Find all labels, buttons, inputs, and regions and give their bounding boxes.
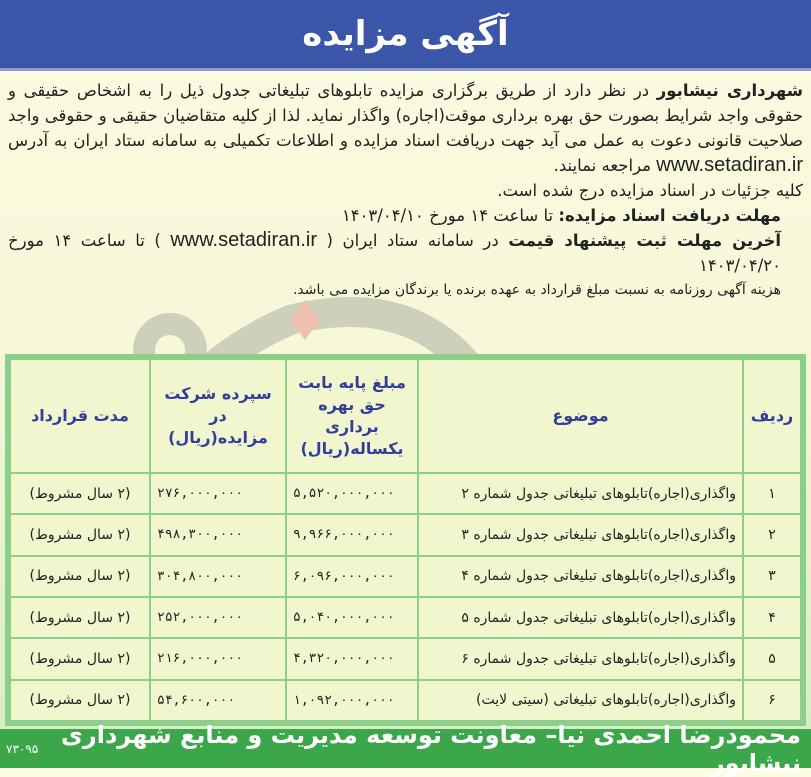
docs-deadline-label: مهلت دریافت اسناد مزایده: (558, 206, 781, 225)
docs-deadline (8, 203, 803, 228)
row-base-price: ۱,۰۹۲,۰۰۰,۰۰۰ (286, 680, 418, 721)
table-row (10, 597, 801, 638)
row-duration: (۲ سال مشروط) (10, 473, 150, 514)
auction-table (9, 358, 802, 722)
auction-table-wrapper (5, 354, 806, 726)
bid-deadline-value: ) تا ساعت ۱۴ مورخ ۱۴۰۳/۰۴/۲۰ (8, 231, 781, 275)
intro-text-end: مراجعه نمایند. (553, 156, 657, 175)
row-number: ۳ (743, 556, 801, 597)
header-duration: مدت قرارداد (10, 359, 150, 473)
row-base-price: ۴,۳۲۰,۰۰۰,۰۰۰ (286, 638, 418, 679)
table-row (10, 514, 801, 555)
row-number: ۲ (743, 514, 801, 555)
header-subject: موضوع (418, 359, 743, 473)
ad-code: ۷۳۰۹۵ (6, 741, 39, 756)
row-duration: (۲ سال مشروط) (10, 680, 150, 721)
table-row (10, 680, 801, 721)
row-number: ۵ (743, 638, 801, 679)
intro-text: در نظر دارد از طریق برگزاری مزایده تابلوهای تبلیغاتی جدول ذیل را به اشخاص حقیقی و حقوقی واجد شرایط بصورت حق بهره برداری موقت(اجاره) واگذار نماید. لذا از کلیه متقاضیان حقیقی و حقوقی واجد صلاحیت قانونی دعوت به عمل می آید جهت دریافت اسناد مزایده و اطلاعات تکمیلی به سامانه ستاد ایران به آدرس (8, 81, 803, 150)
ad-body (8, 78, 803, 303)
row-subject: واگذاری(اجاره)تابلوهای تبلیغاتی جدول شماره ۲ (418, 473, 743, 514)
intro-paragraph (8, 78, 803, 178)
row-subject: واگذاری(اجاره)تابلوهای تبلیغاتی جدول شماره ۶ (418, 638, 743, 679)
row-subject: واگذاری(اجاره)تابلوهای تبلیغاتی جدول شماره ۴ (418, 556, 743, 597)
bid-deadline-text: در سامانه ستاد ایران ( (317, 231, 509, 250)
header-row-number: ردیف (743, 359, 801, 473)
row-subject: واگذاری(اجاره)تابلوهای تبلیغاتی جدول شماره ۳ (418, 514, 743, 555)
header-deposit: سپرده شرکت در مزایده(ریال) (150, 359, 286, 473)
header-base-price: مبلغ پایه بابت حق بهره برداری یکساله(ریال) (286, 359, 418, 473)
bid-deadline (8, 228, 803, 278)
bid-deadline-label: آخرین مهلت ثبت پیشنهاد قیمت (508, 231, 782, 250)
table-row (10, 638, 801, 679)
row-duration: (۲ سال مشروط) (10, 638, 150, 679)
row-number: ۱ (743, 473, 801, 514)
title-bar (0, 0, 811, 71)
table-row (10, 473, 801, 514)
row-deposit: ۲۱۶,۰۰۰,۰۰۰ (150, 638, 286, 679)
row-base-price: ۹,۹۶۶,۰۰۰,۰۰۰ (286, 514, 418, 555)
row-deposit: ۵۴,۶۰۰,۰۰۰ (150, 680, 286, 721)
details-note: کلیه جزئیات در اسناد مزایده درج شده است. (497, 181, 803, 200)
row-duration: (۲ سال مشروط) (10, 514, 150, 555)
row-base-price: ۵,۰۴۰,۰۰۰,۰۰۰ (286, 597, 418, 638)
bid-website-link[interactable]: www.setadiran.ir (170, 229, 318, 251)
ad-title: آگهی مزایده (302, 14, 509, 54)
table-row (10, 556, 801, 597)
row-base-price: ۵,۵۲۰,۰۰۰,۰۰۰ (286, 473, 418, 514)
row-duration: (۲ سال مشروط) (10, 597, 150, 638)
row-base-price: ۶,۰۹۶,۰۰۰,۰۰۰ (286, 556, 418, 597)
row-number: ۶ (743, 680, 801, 721)
row-deposit: ۴۹۸,۳۰۰,۰۰۰ (150, 514, 286, 555)
row-deposit: ۳۰۴,۸۰۰,۰۰۰ (150, 556, 286, 597)
row-number: ۴ (743, 597, 801, 638)
row-subject: واگذاری(اجاره)تابلوهای تبلیغاتی جدول شماره ۵ (418, 597, 743, 638)
signature-bar (0, 720, 811, 777)
row-deposit: ۲۷۶,۰۰۰,۰۰۰ (150, 473, 286, 514)
docs-deadline-value: تا ساعت ۱۴ مورخ ۱۴۰۳/۰۴/۱۰ (341, 206, 559, 225)
cost-note: هزینه آگهی روزنامه به نسبت مبلغ قرارداد به عهده برنده یا برندگان مزایده می باشد. (292, 282, 781, 298)
website-link[interactable]: www.setadiran.ir (656, 154, 803, 176)
org-name: شهرداری نیشابور (656, 81, 804, 100)
table-header-row (10, 359, 801, 473)
row-duration: (۲ سال مشروط) (10, 556, 150, 597)
row-deposit: ۲۵۲,۰۰۰,۰۰۰ (150, 597, 286, 638)
signature: محمودرضا احمدی نیا– معاونت توسعه مدیریت و منابع شهرداری نیشابور (60, 720, 801, 777)
row-subject: واگذاری(اجاره)تابلوهای تبلیغاتی (سیتی لایت) (418, 680, 743, 721)
